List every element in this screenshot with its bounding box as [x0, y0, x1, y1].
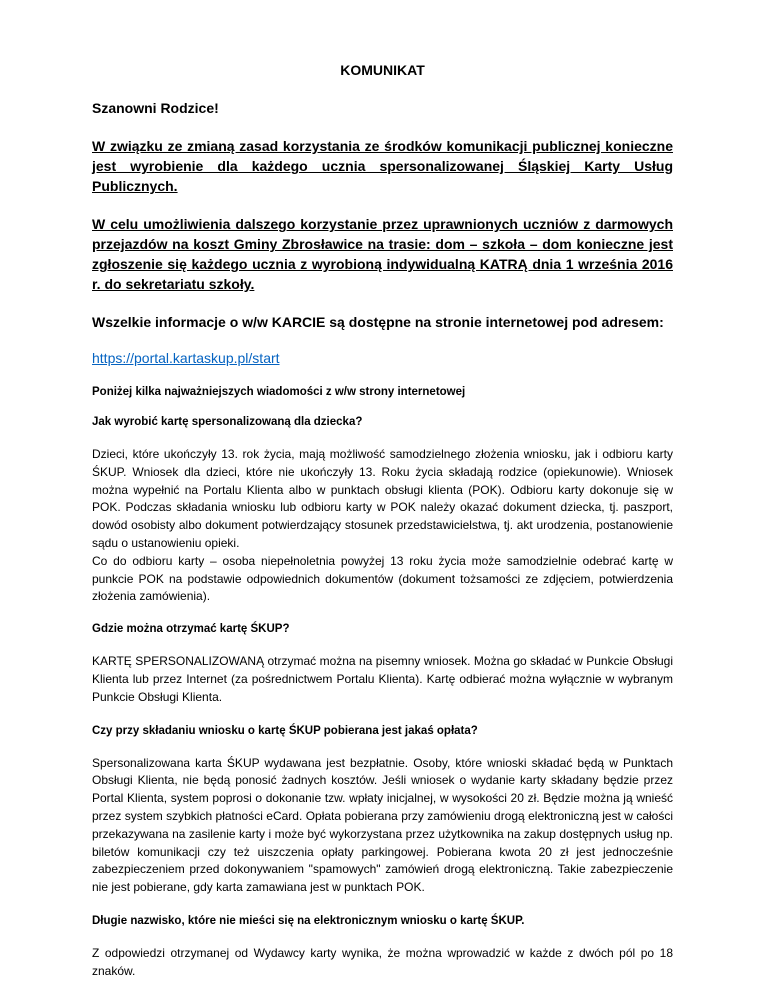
faq-answer — [92, 446, 673, 606]
info-line: Wszelkie informacje o w/w KARCIE są dostępne na stronie internetowej pod adresem: — [92, 314, 664, 330]
intro-paragraph: W związku ze zmianą zasad korzystania ze środków komunikacji publicznej konieczne jest wyrobienie dla każdego ucznia spersonalizowanej Śląskiej Karty Usług Publicznych. — [92, 138, 673, 194]
faq-answer-paragraph: Dzieci, które ukończyły 13. rok życia, mają możliwość samodzielnego złożenia wniosku, jak i odbioru karty ŚKUP. Wniosek dla dzieci, które nie ukończyły 13. Roku życia składają rodzice (opiekunowie). Wniosek można wypełnić na Portalu Klienta albo w punktach obsługi klienta (POK). Odbioru karty dokonuje się w POK. Podczas składania wniosku lub odbioru karty w POK należy okazać dokument dziecka, tj. paszport, dowód osobisty albo dokument potwierdzający stosunek przedstawicielstwa, tj. akt urodzenia, postanowienie sądu o ustanowieniu opieki. — [92, 447, 673, 550]
greeting: Szanowni Rodzice! — [92, 100, 219, 116]
faq-question: Czy przy składaniu wniosku o kartę ŚKUP pobierana jest jakaś opłata? — [92, 724, 478, 737]
section-heading: Poniżej kilka najważniejszych wiadomości z w/w strony internetowej — [92, 386, 466, 398]
faq-answer: Z odpowiedzi otrzymanej od Wydawcy karty wynika, że można wprowadzić w każde z dwóch pól po 18 znaków. — [92, 945, 673, 978]
faq-question: Długie nazwisko, które nie mieści się na elektronicznym wniosku o kartę ŚKUP. — [92, 914, 525, 927]
faq-answer: Spersonalizowana karta ŚKUP wydawana jest bezpłatnie. Osoby, które wnioski składać będą w Punktach Obsługi Klienta, nie będą ponosić żadnych kosztów. Jeśli wniosek o wydanie karty składany będzie przez Portal Klienta, system poprosi o dokonanie tzw. wpłaty inicjalnej, w wysokości 20 zł. Będzie można ją wnieść przez system szybkich płatności eCard. Opłata pobierana przy zamówieniu drogą elektroniczną jest w całości przekazywana na zasilenie karty i może być wykorzystana przez użytkownika na zakup dostępnych usług np. biletów komunikacji czy też uiszczenia opłaty parkingowej. Pobierana kwota 20 zł jest jednocześnie zabezpieczeniem przed dokonywaniem "spamowych" zamówień drogą elektroniczną. Takie zabezpieczenie nie jest pobierane, gdy karta zamawiana jest w punktach POK. — [92, 755, 673, 895]
page-title: KOMUNIKAT — [340, 62, 425, 78]
faq-question: Jak wyrobić kartę spersonalizowaną dla dziecka? — [92, 416, 363, 428]
purpose-paragraph: W celu umożliwienia dalszego korzystanie przez uprawnionych uczniów z darmowych przejazdów na koszt Gminy Zbrosławice na trasie: dom – szkoła – dom konieczne jest zgłoszenie się każdego ucznia z wyrobioną indywidualną KATRĄ dnia 1 września 2016 r. do sekretariatu szkoły. — [92, 216, 673, 292]
faq-answer: KARTĘ SPERSONALIZOWANĄ otrzymać można na pisemny wniosek. Można go składać w Punkcie Obsługi Klienta lub przez Internet (za pośrednictwem Portalu Klienta). Kartę odbierać można wyłącznie w wybranym Punkcie Obsługi Klienta. — [92, 654, 673, 704]
portal-link[interactable]: https://portal.kartaskup.pl/start — [92, 350, 280, 366]
faq-question: Gdzie można otrzymać kartę ŚKUP? — [92, 623, 290, 636]
faq-answer-paragraph: Co do odbioru karty – osoba niepełnoletnia powyżej 13 roku życia może samodzielnie odebrać kartę w punkcie POK na podstawie odpowiednich dokumentów (dokument tożsamości ze zdjęciem, potwierdzenia złożenia zamówienia). — [92, 553, 673, 604]
